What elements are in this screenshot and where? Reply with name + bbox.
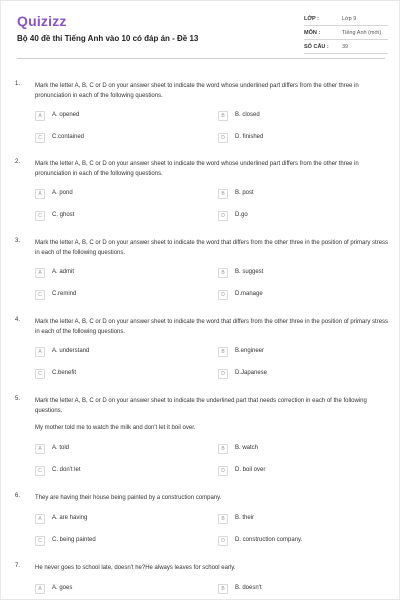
question-text: He never goes to school late, doesn't he?He always leaves for school early. [35,565,236,571]
question-text: Mark the letter A, B, C or D on your answer sheet to indicate the word whose underlined part differs from the other three in pronunciation in each of the following questions. [35,161,359,177]
option-label: B. post [235,190,254,196]
option-letter-box: B [218,584,228,594]
question-text: They are having their house being painted by a construction company. [35,495,222,501]
option-letter-box: D [218,369,228,379]
option-letter-box: D [218,290,228,300]
option-label: A. opened [52,112,80,118]
option-letter-box: C [35,369,45,379]
option-letter-box: A [35,514,45,524]
option-letter-box: A [35,268,45,278]
meta-key: MÔN : [304,30,321,36]
question-text: Mark the letter A, B, C or D on your answer sheet to indicate the word that differs from the other three in the position of primary stress in each of the following questions. [35,240,389,256]
option-label: D.go [235,212,248,218]
meta-key: SỐ CÂU : [304,44,329,50]
quizizz-logo: Quizizz [17,13,67,29]
option-letter-box: C [35,211,45,221]
option-label: C. ghost [52,212,75,218]
option-label: C.contained [52,134,85,140]
option-label: B.engineer [235,348,265,354]
question-number: 4. [15,317,21,323]
question-text: Mark the letter A, B, C or D on your answer sheet to indicate the underlined part that needs correction in each of the following questions. [35,398,367,414]
question-number: 5. [15,396,21,402]
option-label: B. watch [235,445,259,451]
option-letter-box: D [218,211,228,221]
option-letter-box: B [218,347,228,357]
option-letter-box: A [35,111,45,121]
option-label: A. admit [52,269,75,275]
option-letter-box: C [35,290,45,300]
option-letter-box: A [35,444,45,454]
option-label: C.benefit [52,370,77,376]
option-letter-box: B [218,444,228,454]
option-label: D.manage [235,291,263,297]
option-letter-box: D [218,536,228,546]
question-text: Mark the letter A, B, C or D on your answer sheet to indicate the word whose underlined part differs from the other three in pronunciation in each of the following questions. [35,83,359,99]
option-label: B. their [235,515,255,521]
option-letter-box: C [35,536,45,546]
question-sentence: My mother told me to watch the milk and don't let it boil over. [35,425,196,431]
option-label: C. being painted [52,537,96,543]
option-letter-box: A [35,347,45,357]
option-letter-box: A [35,189,45,199]
option-letter-box: B [218,268,228,278]
option-label: A. understand [52,348,90,354]
question-number: 3. [15,238,21,244]
option-label: D. finished [235,134,264,140]
meta-value: Tiếng Anh (mới) [342,30,382,36]
meta-value: Lớp 9 [342,16,357,22]
question-number: 2. [15,159,21,165]
question-number: 1. [15,81,21,87]
option-letter-box: A [35,584,45,594]
option-letter-box: D [218,133,228,143]
option-letter-box: D [218,466,228,476]
option-label: C.remind [52,291,77,297]
option-label: A. told [52,445,70,451]
meta-value: 39 [342,44,349,50]
option-label: D.Japanese [235,370,268,376]
meta-row-class [304,12,388,26]
worksheet-meta-table [304,12,388,54]
header-divider [17,58,385,59]
option-letter-box: C [35,466,45,476]
option-label: D. boil over [235,467,266,473]
meta-row-subject [304,26,388,40]
option-label: B. suggest [235,269,264,275]
question-number: 7. [15,563,21,569]
option-label: A. goes [52,585,73,591]
document-title: Bộ 40 đề thi Tiếng Anh vào 10 có đáp án - Đề 13 [17,34,199,43]
option-label: D. construction company. [235,537,303,543]
option-letter-box: B [218,514,228,524]
option-label: A. are having [52,515,88,521]
option-label: B. closed [235,112,260,118]
option-letter-box: B [218,111,228,121]
option-letter-box: B [218,189,228,199]
option-letter-box: C [35,133,45,143]
option-label: B. doesn't [235,585,262,591]
meta-row-question-count [304,40,388,54]
question-text: Mark the letter A, B, C or D on your answer sheet to indicate the word that differs from the other three in the position of primary stress in each of the following questions. [35,319,389,335]
option-label: C. don't let [52,467,81,473]
meta-key: LỚP : [304,16,319,22]
option-label: A. pond [52,190,73,196]
question-number: 6. [15,493,21,499]
